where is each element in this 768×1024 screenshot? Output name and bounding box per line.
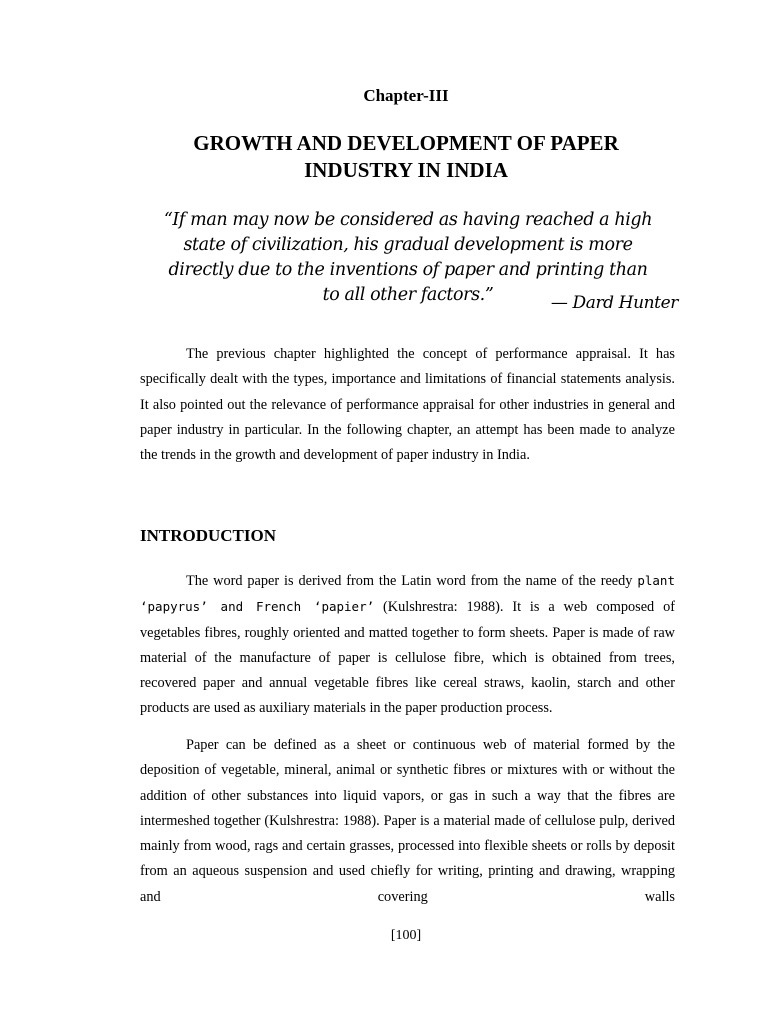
epigraph-quote: “If man may now be considered as having reached a high state of civilization, his gradual development is more directly due to the inventions of paper and printing than to all other factors.” [163,210,653,305]
body-paragraph-2 [140,568,675,722]
page-number: [100] [390,928,422,943]
epigraph-attribution: — Dard Hunter [550,293,678,313]
paragraph-text: The word paper is derived from the Latin word from the name of the reedy [186,573,638,589]
paragraph-text-mono: plant ‘papyrus’ and French ‘papier’ [140,573,675,615]
chapter-label: Chapter-III [363,86,449,105]
body-paragraph-3: Paper can be defined as a sheet or continuous web of material formed by the deposition of vegetable, mineral, animal or synthetic fibres or mixtures with or without the addition of other substances into liquid vapors, or gas in such a way that the fibres are intermeshed together (Kulshrestra: 1988). Paper is a material made of cellulose pulp, derived mainly from wood, rags and certain grasses, processed into flexible sheets or rolls by deposit from an aqueous suspension and used chiefly for writing, printing and drawing, wrapping and covering walls [140,737,675,905]
section-heading: INTRODUCTION [140,526,277,545]
paragraph-text: (Kulshrestra: 1988). It is a web composed of vegetables fibres, roughly oriented and matted together to form sheets. Paper is made of raw material of the manufacture of paper is cellulose fibre, which is obtained from trees, recovered paper and annual vegetable fibres like cereal straws, kaolin, starch and other products are used as auxiliary materials in the paper production process. [140,599,675,717]
chapter-title: GROWTH AND DEVELOPMENT OF PAPER INDUSTRY IN INDIA [193,131,619,182]
body-paragraph-1: The previous chapter highlighted the concept of performance appraisal. It has specifically dealt with the types, importance and limitations of financial statements analysis. It also pointed out the relevance of performance appraisal for other industries in general and paper industry in particular. In the following chapter, an attempt has been made to analyze the trends in the growth and development of paper industry in India. [140,346,675,464]
